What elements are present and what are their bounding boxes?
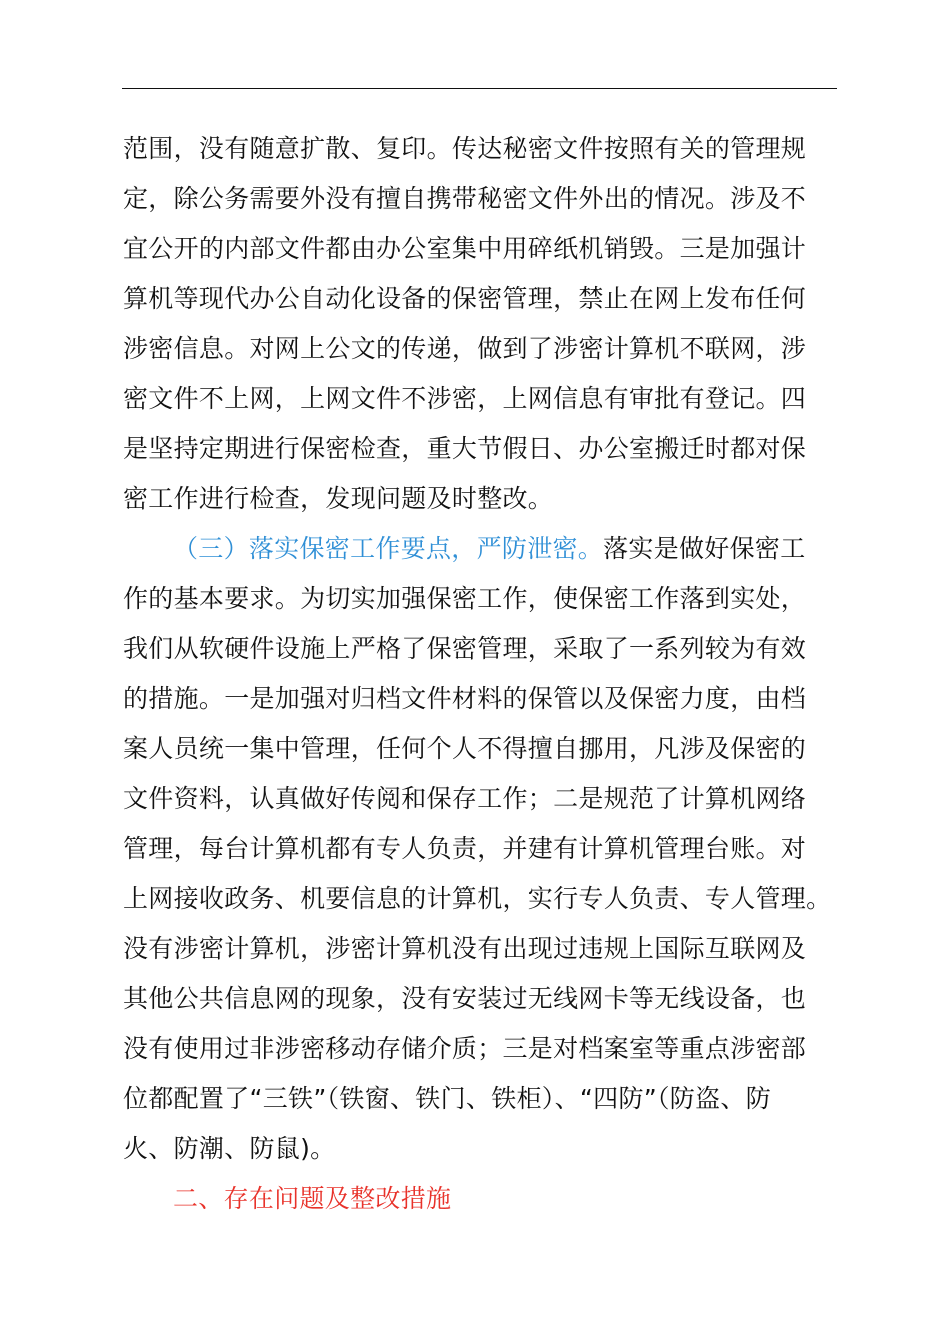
section3-heading: （三）落实保密工作要点，严防泄密。: [173, 534, 604, 563]
body-line-5: 涉密信息。对网上公文的传递，做到了涉密计算机不联网，涉: [123, 334, 807, 363]
section3-line-6: 管理，每台计算机都有专人负责，并建有计算机管理台账。对: [123, 834, 807, 863]
body-line-6: 密文件不上网，上网文件不涉密，上网信息有审批有登记。四: [123, 384, 807, 413]
section3-line-3: 的措施。一是加强对归档文件材料的保管以及保密力度，由档: [123, 684, 807, 713]
section3-line-5: 文件资料，认真做好传阅和保存工作；二是规范了计算机网络: [123, 784, 807, 813]
body-line-3: 宜公开的内部文件都由办公室集中用碎纸机销毁。三是加强计: [123, 234, 807, 263]
section3-line-1: 作的基本要求。为切实加强保密工作，使保密工作落到实处，: [123, 584, 807, 613]
section3-line-8: 没有涉密计算机，涉密计算机没有出现过违规上国际互联网及: [123, 934, 807, 963]
header-rule: [122, 88, 837, 89]
body-line-1: 范围，没有随意扩散、复印。传达秘密文件按照有关的管理规: [123, 134, 807, 163]
section2-heading: 二、存在问题及整改措施: [173, 1184, 452, 1213]
body-line-4: 算机等现代办公自动化设备的保密管理，禁止在网上发布任何: [123, 284, 807, 313]
body-line-2: 定，除公务需要外没有擅自携带秘密文件外出的情况。涉及不: [123, 184, 807, 213]
section3-line-4: 案人员统一集中管理，任何个人不得擅自挪用，凡涉及保密的: [123, 734, 807, 763]
section3-line-9: 其他公共信息网的现象，没有安装过无线网卡等无线设备，也: [123, 984, 807, 1013]
section3-line-2: 我们从软硬件设施上严格了保密管理，采取了一系列较为有效: [123, 634, 807, 663]
section3-line-11: 位都配置了“三铁”（铁窗、铁门、铁柜）、“四防”（防盗、防: [123, 1084, 772, 1113]
section3-first-line: [173, 534, 806, 564]
section3-line-12: 火、防潮、防鼠)。: [123, 1134, 336, 1163]
body-line-8: 密工作进行检查，发现问题及时整改。: [123, 484, 554, 513]
body-line-7: 是坚持定期进行保密检查，重大节假日、办公室搬迁时都对保: [123, 434, 807, 463]
section3-first-line-text: 落实是做好保密工: [603, 534, 806, 563]
section3-line-7: 上网接收政务、机要信息的计算机，实行专人负责、专人管理。: [123, 884, 832, 913]
section3-line-10: 没有使用过非涉密移动存储介质；三是对档案室等重点涉密部: [123, 1034, 807, 1063]
